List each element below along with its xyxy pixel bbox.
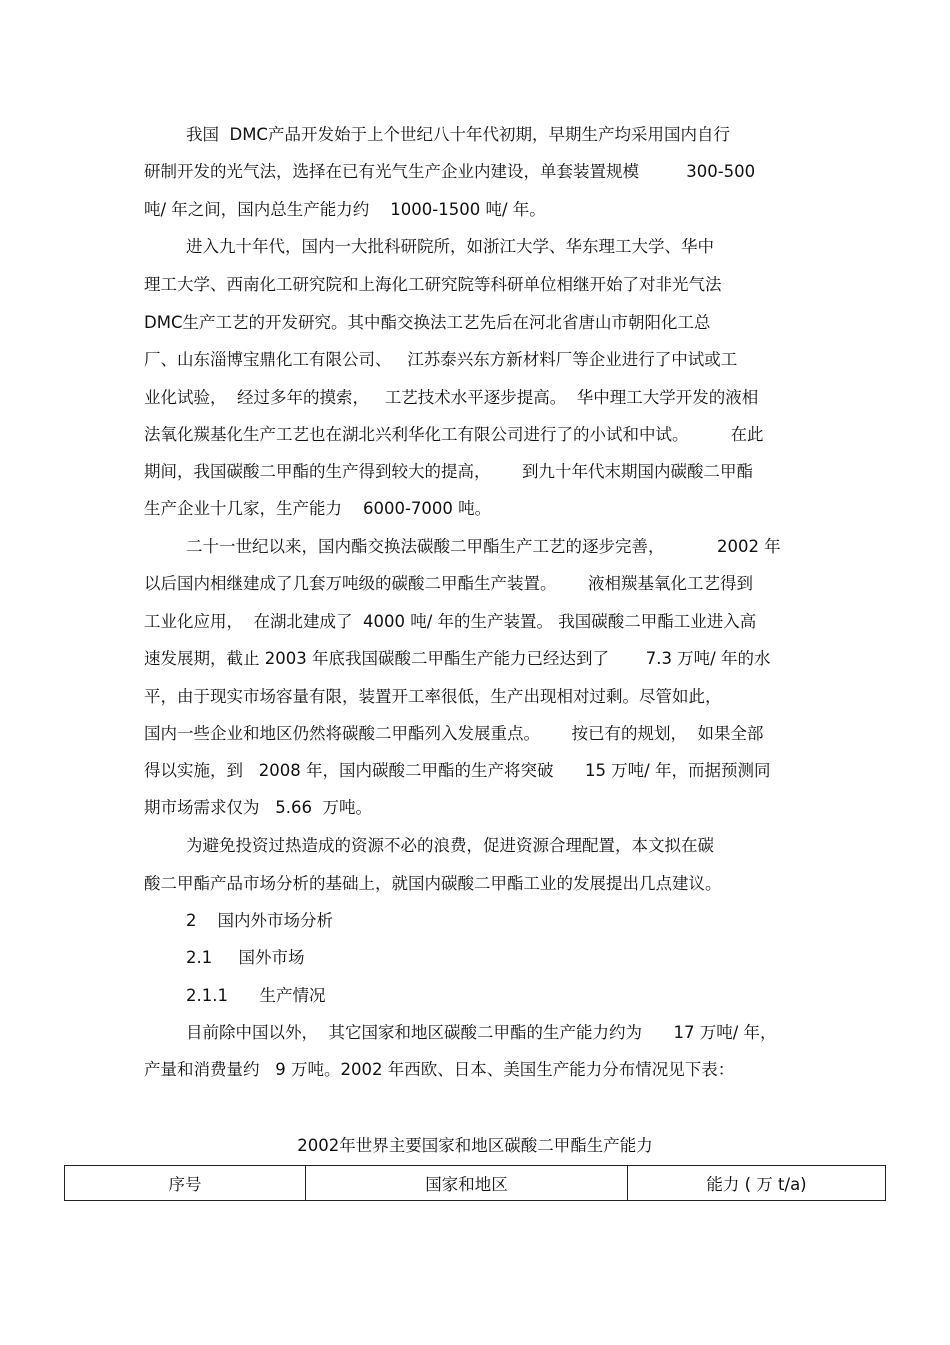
table-header-row: [65, 1166, 886, 1201]
paragraph-2-line-8: 生产企业十几家，生产能力 6000-7000 吨。: [144, 499, 492, 518]
paragraph-3-line-1: 二十一世纪以来，国内酯交换法碳酸二甲酯生产工艺的逐步完善， 2002 年: [186, 537, 781, 556]
paragraph-1-line-1: 我国 DMC产品开发始于上个世纪八十年代初期，早期生产均采用国内自行: [186, 125, 730, 144]
section-heading-2: 2 国内外市场分析: [186, 911, 333, 930]
paragraph-3-line-8: 期市场需求仅为 5.66 万吨。: [144, 798, 372, 817]
paragraph-3-line-5: 平，由于现实市场容量有限，装置开工率很低，生产出现相对过剩。尽管如此，: [144, 687, 722, 706]
paragraph-4-line-1: 为避免投资过热造成的资源不必的浪费，促进资源合理配置，本文拟在碳: [186, 836, 714, 855]
table-header-country: 国家和地区: [306, 1166, 628, 1201]
paragraph-5-line-1: 目前除中国以外， 其它国家和地区碳酸二甲酯的生产能力约为 17 万吨/ 年，: [186, 1023, 777, 1042]
paragraph-2-line-4: 厂、山东淄博宝鼎化工有限公司、 江苏泰兴东方新材料厂等企业进行了中试或工: [144, 350, 738, 369]
paragraph-5-line-2: 产量和消费量约 9 万吨。2002 年西欧、日本、美国生产能力分布情况见下表：: [144, 1060, 735, 1079]
paragraph-1-line-2: 研制开发的光气法，选择在已有光气生产企业内建设，单套装置规模 300-500: [144, 162, 756, 181]
table-header-capacity: 能力 ( 万 t/a): [628, 1166, 886, 1201]
paragraph-3-line-4: 速发展期，截止 2003 年底我国碳酸二甲酯生产能力已经达到了 7.3 万吨/ 年的水: [144, 649, 771, 668]
paragraph-2-line-5: 业化试验， 经过多年的摸索， 工艺技术水平逐步提高。 华中理工大学开发的液相: [144, 388, 759, 407]
paragraph-2-line-3: DMC生产工艺的开发研究。其中酯交换法工艺先后在河北省唐山市朝阳化工总: [144, 313, 711, 332]
paragraph-3-line-7: 得以实施，到 2008 年，国内碳酸二甲酯的生产将突破 15 万吨/ 年，而据预测同: [144, 761, 771, 780]
paragraph-2-line-1: 进入九十年代，国内一大批科研院所，如浙江大学、华东理工大学、华中: [186, 237, 714, 256]
section-heading-2-1: 2.1 国外市场: [186, 948, 305, 967]
paragraph-2-line-7: 期间，我国碳酸二甲酯的生产得到较大的提高， 到九十年代末期国内碳酸二甲酯: [144, 462, 753, 481]
paragraph-3-line-3: 工业化应用， 在湖北建成了 4000 吨/ 年的生产装置。 我国碳酸二甲酯工业进入高: [144, 612, 757, 631]
capacity-table: [64, 1165, 886, 1201]
paragraph-1-line-3: 吨/ 年之间，国内总生产能力约 1000-1500 吨/ 年。: [144, 200, 546, 219]
table-header-index: 序号: [65, 1166, 306, 1201]
paragraph-3-line-6: 国内一些企业和地区仍然将碳酸二甲酯列入发展重点。 按已有的规划， 如果全部: [144, 724, 764, 743]
paragraph-2-line-6: 法氧化羰基化生产工艺也在湖北兴利华化工有限公司进行了的小试和中试。 在此: [144, 425, 764, 444]
paragraph-2-line-2: 理工大学、西南化工研究院和上海化工研究院等科研单位相继开始了对非光气法: [144, 275, 722, 294]
table-caption: 2002年世界主要国家和地区碳酸二甲酯生产能力: [297, 1136, 653, 1155]
section-heading-2-1-1: 2.1.1 生产情况: [186, 986, 326, 1005]
paragraph-3-line-2: 以后国内相继建成了几套万吨级的碳酸二甲酯生产装置。 液相羰基氧化工艺得到: [144, 574, 753, 593]
paragraph-4-line-2: 酸二甲酯产品市场分析的基础上，就国内碳酸二甲酯工业的发展提出几点建议。: [144, 874, 722, 893]
